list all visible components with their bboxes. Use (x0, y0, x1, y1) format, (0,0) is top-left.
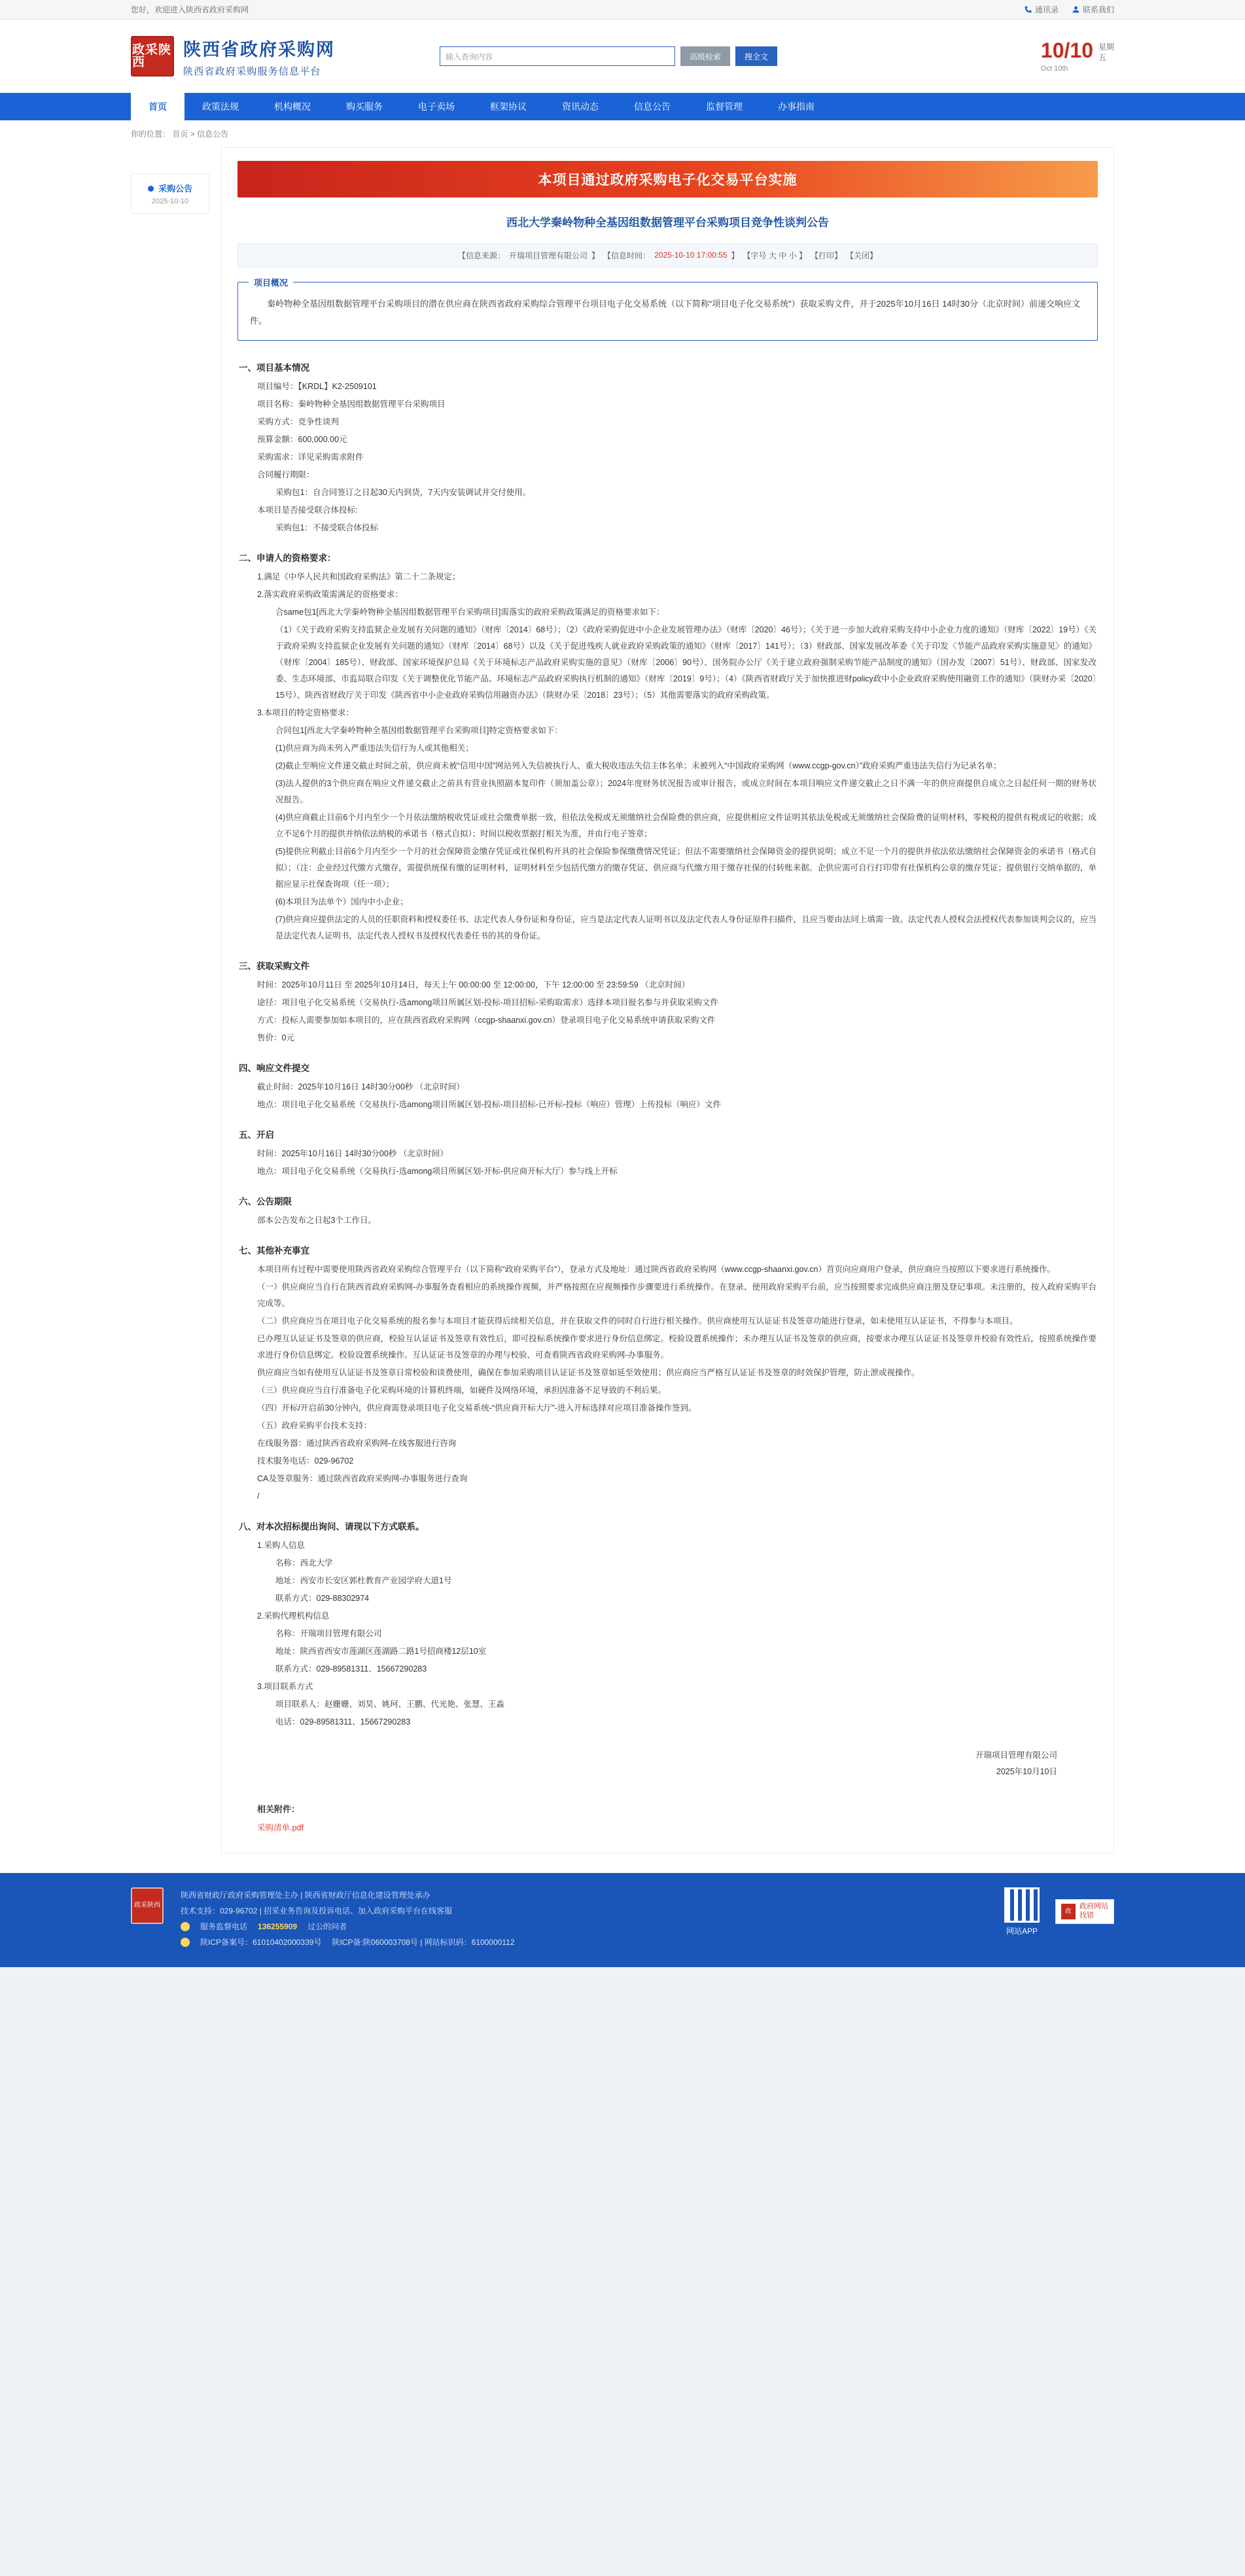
section-line: (2)截止至响应文件递交截止时间之前，供应商未被“信用中国”网站列入失信被执行人、重大税收违法失信主体名单；未被列入“中国政府采购网（www.ccgp-gov.cn）”政府采购严重违法失信行为记录名单； (275, 761, 1002, 770)
section-heading: 三、获取采购文件 (239, 961, 309, 971)
section-line: 已办理互认证证书及签章的供应商，校验互认证证书及签章有效性后，即可投标系统操作要求进行身份信息绑定。校验设置系统操作；未办理互认证书及签章的供应商，按要求办理互认证证书及签章并校验有效性后，按照系统操作要求进行身份信息绑定。校验设置系统操作。互认证证书及签章的办理与校验、可查看陕西省政府采购网-办事服务。 (257, 1333, 1096, 1360)
section-line: 2.采购代理机构信息 (257, 1611, 330, 1621)
nav-item-emarket[interactable]: 电子卖场 (418, 101, 455, 112)
document-panel (221, 147, 1114, 1853)
section-line: (6)本项目为法单个）国内中小企业； (275, 897, 408, 906)
advanced-search-button[interactable]: 高级检索 (680, 46, 730, 66)
footer-line-2: 技术支持：029-96702 | 招采业务咨询及投诉电话、加入政府采购平台在线客服 (181, 1906, 453, 1915)
top-link-directory-label: 通讯录 (1034, 5, 1059, 14)
section-heading: 七、其他补充事宜 (239, 1245, 309, 1256)
platform-banner: 本项目通过政府采购电子化交易平台实施 (237, 161, 1098, 197)
footer-seal-text: 政采陕西 (134, 1901, 160, 1909)
nav-item-framework[interactable]: 框架协议 (490, 101, 527, 112)
footer-hotline-value: 136255909 (258, 1921, 298, 1931)
section-line: 联系方式：029-88302974 (275, 1593, 370, 1603)
section-line: 时间：2025年10月16日 14时30分00秒 （北京时间） (257, 1148, 448, 1158)
sidebar-card-title: 采购公告 (158, 184, 193, 194)
footer-icp-left[interactable]: 陕ICP备案号：61010402000339号 (200, 1937, 322, 1947)
footer-right (1004, 1887, 1114, 1936)
meta-source-label: 【信息来源： (458, 250, 506, 260)
section-line: （1）《关于政府采购支持监狱企业发展有关问题的通知》（财库〔2014〕68号）；（2）《政府采购促进中小企业发展管理办法》（财库〔2020〕46号）；《关于进一步加大政府采购支持中小企业力度的通知》（财库〔2022〕19号）《关于政府采购支持监狱企业发展有关问题的通知》（财库〔2014〕68号）以及《关于促进残疾人就业政府采购政策的通知》（财库〔2017〕141号）；（3）财政部、国家发展改革委《关于印发〈节能产品政府采购实施意见〉的通知》（财库〔2004〕185号）、财政部、国家环境保护总局《关于环境标志产品政府采购实施的意见》（财库〔2006〕90号）、国务院办公厅《关于建立政府强制采购节能产品制度的通知》（国办发〔2007〕51号）、财政部、国家发改委、生态环境部、市监局联合印发《关于调整优化节能产品、环境标志产品政府采购执行机制的通知》（财库〔2019〕9号）；（4）《陕西省财政厅关于加快推进财policy政中小企业政府采购使用融资工作的通知》（陕财办采〔2020〕15号）、陕西省财政厅关于印发《陕西省中小企业政府采购信用融资办法》（陕财办采〔2018〕23号）；（5）其他需要落实的政府采购政策。 (275, 625, 1096, 700)
section-heading: 五、开启 (239, 1129, 274, 1140)
content-wrap (0, 147, 1245, 1873)
nav-item-guide[interactable]: 办事指南 (778, 101, 815, 112)
footer-info (181, 1887, 987, 1950)
section-line: 售价：0元 (257, 1033, 294, 1042)
gov-badge-line1: 政府网站 (1079, 1902, 1108, 1911)
section-line: 截止时间：2025年10月16日 14时30分00秒 （北京时间） (257, 1082, 465, 1091)
nav-item-supervision[interactable]: 监督管理 (706, 101, 743, 112)
section-line: 名称：西北大学 (275, 1558, 333, 1568)
section-line: 项目联系人：赵姗姗、刘昊、姚珂、王鹏、代光艳、张慧、王淼 (275, 1699, 505, 1709)
date-sub: Oct 10th (1040, 65, 1068, 73)
meta-source-end: 】 (591, 250, 600, 260)
meta-fontsize-label: 【字号 (743, 250, 767, 260)
section-line: 途径：项目电子化交易系统（交易执行-选among项目所属区划-投标-项目招标-采购取需求）选择本项目报名参与并获取采购文件 (257, 997, 718, 1007)
section-line: （一）供应商应当自行在陕西省政府采购网-办事服务查看相应的系统操作视频，并严格按照在应视频操作步骤要进行系统操作。在登录、使用政府采购平台前，应当按照要求完成供应商注册及登记事项。未注册的，按入政府采购平台完成等。 (257, 1282, 1096, 1308)
section-heading: 六、公告期限 (239, 1196, 292, 1207)
site-name: 陕西省政府采购网 (183, 39, 335, 60)
section-line: 合同包1[西北大学秦岭物种全基因组数据管理平台采购项目]特定资格要求如下： (275, 725, 563, 735)
section-line: (3)法人提供的3个供应商在响应文件递交截止之前具有营业执照副本复印件（须加盖公章）；2024年度财务状况报告或审计报告，或成立时间在本项目响应文件递交截止之日不满一年的供应商提供自成立之日起任何一期的财务状况报告。 (275, 778, 1096, 804)
section-line: 地址：陕西省西安市莲湖区莲湖路二路1号招商楼12层10室 (275, 1646, 487, 1656)
fontsize-large-button[interactable]: 大 (768, 250, 777, 260)
meta-time-end: 】 (731, 250, 739, 260)
top-link-contact-label: 联系我们 (1082, 5, 1114, 14)
phone-badge-icon (181, 1922, 190, 1931)
attachment-link[interactable]: 采购清单.pdf (257, 1823, 304, 1832)
section-line: （四）开标/开启前30分钟内，供应商需登录项目电子化交易系统-“供应商开标大厅”-进入开标选择对应项目准备操作签到。 (257, 1403, 697, 1413)
project-overview-text: 秦岭物种全基因组数据管理平台采购项目的潜在供应商在陕西省政府采购综合管理平台项目电子化交易系统（以下简称“项目电子化交易系统”）获取采购文件，并于2025年10月16日 14时30分（北京时间）前递交响应文件。 (250, 298, 1081, 326)
nav-item-home[interactable]: 首页 (131, 93, 184, 120)
breadcrumb-item-home[interactable]: 首页 (172, 129, 188, 139)
signature-name: 开瑞项目管理有限公司 (975, 1750, 1057, 1760)
footer-hotline-suffix: 过公的问者 (307, 1921, 347, 1931)
site-footer (0, 1873, 1245, 1967)
greeting-text: 您好，欢迎进入陕西省政府采购网 (131, 5, 249, 14)
meta-source-value: 开瑞项目管理有限公司 (509, 250, 588, 260)
print-button[interactable]: 【打印】 (810, 250, 842, 260)
section-line: (5)提供应利截止目前6个月内至少一个月的社会保障资金缴存凭证或社保机构开具的社会保险参保缴费情况凭证；但法不需要缴纳社会保障资金的提供说明；成立不足一个月的提供并依法依法缴纳社会保障资金的承诺书（格式自拟）；（注：企业经过代缴方式缴存，需提供统保有缴的证明材料，证明材料至少包括代缴方的缴存凭证、供应商与代缴方用于缴存社保的付转账来据。企供应需可自行打印带有社保机构公章的缴存凭证；提供银行交纳单据的，单据应显示社保查询项（任一项）； (275, 846, 1096, 889)
section-heading: 四、响应文件提交 (239, 1063, 309, 1073)
section-line: 采购包1：不接受联合体投标 (275, 523, 378, 532)
date-widget (1041, 40, 1114, 73)
close-button[interactable]: 【关闭】 (845, 250, 877, 260)
section-line: 时间：2025年10月11日 至 2025年10月14日，每天上午 00:00:00 至 12:00:00，下午 12:00:00 至 23:59:59 （北京时间） (257, 980, 690, 989)
page-title: 西北大学秦岭物种全基因组数据管理平台采购项目竞争性谈判公告 (506, 216, 829, 229)
footer-hotline-row (181, 1919, 987, 1934)
section-line: 在线服务器：通过陕西省政府采购网-在线客服进行咨询 (257, 1438, 457, 1448)
meta-time-value: 2025-10-10 17:00:55 (654, 250, 728, 260)
search-placeholder: 输入查询内容 (446, 52, 493, 61)
section-heading: 二、申请人的资格要求： (239, 553, 336, 563)
footer-qr-block (1004, 1887, 1040, 1936)
section-line: 合同履行期限： (257, 470, 315, 479)
site-header (0, 20, 1245, 93)
section-line: 1.采购人信息 (257, 1540, 305, 1550)
section-heading: 一、项目基本情况 (239, 362, 309, 373)
document-body (222, 341, 1113, 1833)
fontsize-small-button[interactable]: 小 (788, 250, 797, 260)
qr-label: 网站APP (1006, 1926, 1038, 1936)
section-line: 部本公告发布之日起3个工作日。 (257, 1215, 376, 1225)
section-line: 2.落实政府采购政策需满足的资格要求： (257, 589, 403, 599)
main-nav-items (131, 93, 832, 120)
phone-icon (1024, 5, 1032, 14)
section-line: 本项目是否接受联合体投标: (257, 505, 358, 515)
section-line: 联系方式：029-89581311、15667290283 (275, 1664, 427, 1674)
qr-code-icon (1004, 1887, 1040, 1923)
project-overview-title: 项目概况 (249, 276, 293, 288)
section-line: （五）政府采购平台技术支持： (257, 1420, 372, 1430)
section-line: 项目名称：秦岭物种全基因组数据管理平台采购项目 (257, 399, 446, 409)
section-line: 采购需求：详见采购需求附件 (257, 452, 364, 462)
logo-text (183, 35, 335, 78)
section-line: 地址：西安市长安区郭杜教育产业园学府大道1号 (275, 1575, 452, 1585)
meta-fontsize (743, 250, 807, 261)
nav-item-policy[interactable]: 政策法规 (202, 101, 239, 112)
section-heading: 八、对本次招标提出询问、请现以下方式联系。 (239, 1521, 425, 1532)
date-weekday-line1: 星期 (1098, 43, 1114, 52)
shield-icon (181, 1938, 190, 1947)
section-line: CA及签章服务：通过陕西省政府采购网-办事服务进行查询 (257, 1473, 468, 1483)
meta-fontsize-end: 】 (798, 250, 807, 260)
top-link-contact[interactable] (1072, 4, 1114, 15)
footer-hotline-label: 服务监督电话 (200, 1921, 248, 1931)
section-line: 采购方式：竞争性谈判 (257, 417, 340, 426)
footer-icp-mid: 陕ICP备:陕060003708号 | 网站标识码：6100000112 (332, 1937, 515, 1947)
sidebar-card-announcement[interactable] (131, 173, 209, 214)
search-area (440, 46, 777, 66)
nav-item-services[interactable]: 购买服务 (346, 101, 383, 112)
top-links (1024, 4, 1114, 15)
nav-item-news[interactable]: 资讯动态 (562, 101, 599, 112)
project-overview-box (237, 277, 1098, 341)
section-line: 技术服务电话：029-96702 (257, 1456, 354, 1466)
section-line: 名称：开瑞项目管理有限公司 (275, 1628, 382, 1638)
date-main: 10/10 (1040, 39, 1093, 62)
sidebar (131, 147, 209, 214)
nav-item-org[interactable]: 机构概况 (274, 101, 311, 112)
footer-seal-icon (131, 1887, 164, 1924)
document-meta (237, 243, 1098, 267)
sidebar-card-date: 2025-10-10 (151, 197, 189, 205)
section-line: 合same包1[西北大学秦岭物种全基因组数据管理平台采购项目]需落实的政府采购政策满足的资格要求如下： (275, 607, 665, 617)
breadcrumb (0, 120, 1245, 147)
section-line: (7)供应商应提供法定的人员的任职资料和授权委任书、法定代表人身份证和身份证，应当是法定代表人证明书以及法定代表人身份证原件扫描件，且应当要由法同上填需一致。法定代表人授权会法授权代表参加谈判会议的，应当是法定代表人证明书，法定代表人授权书及授权代表委任书的其的身份证。 (275, 914, 1096, 940)
search-input[interactable] (440, 46, 675, 66)
signature-block (239, 1747, 1096, 1780)
date-weekday (1098, 40, 1114, 63)
logo-mark (131, 36, 174, 77)
section-line: 地点：项目电子化交易系统（交易执行-选among项目所属区划-投标-项目招标-已开标-投标（响应）管理）上传投标（响应）文件 (257, 1099, 722, 1109)
logo-mark-text: 政采陕西 (132, 43, 172, 69)
breadcrumb-sep: > (190, 129, 195, 139)
gov-badge-line2: 找错 (1079, 1912, 1094, 1919)
section-line: 3.项目联系方式 (257, 1681, 313, 1691)
section-line: 3.本项目的特定资格要求： (257, 708, 354, 717)
section-line: 供应商应当如有使用互认证证书及签章日常校验和谈费使用，确保在参加采购项目认证证书及签章如延至效使用；供应商应当严格互认证证书及签章的时效保护管理，防止泄或视操作。 (257, 1367, 920, 1377)
footer-line-1: 陕西省财政厅政府采购管理处主办 | 陕西省财政厅信息化建设管理处承办 (181, 1890, 430, 1900)
search-button[interactable]: 搜全文 (735, 46, 777, 66)
meta-time-label: 【信息时间： (603, 250, 651, 260)
gov-report-badge[interactable] (1055, 1899, 1114, 1924)
footer-icp-row (181, 1934, 987, 1950)
site-logo[interactable] (131, 35, 335, 78)
top-utility-bar (0, 0, 1245, 20)
gov-badge-icon: 政 (1061, 1904, 1076, 1919)
signature-date: 2025年10月10日 (996, 1766, 1057, 1776)
section-line: 地点：项目电子化交易系统（交易执行-选among项目所属区划-开标-供应商开标大厅）参与线上开标 (257, 1166, 618, 1176)
sidebar-card-title-row (135, 182, 205, 194)
section-line: 项目编号：【KRDL】K2-2509101 (257, 381, 377, 391)
section-line: （三）供应商应当自行准备电子化采购环境的计算机终端，如硬件及网络环境，承担因准备不足导致的不利后果。 (257, 1385, 667, 1395)
section-line: (4)供应商截止目前6个月内至少一个月依法缴纳税收凭证或社会缴费单据一致，但依法免税或无须缴纳社会保险费的供应商，应提供相应文件证明其依法免税或无须缴纳社会保险费的证明材料，零税税的提供有税或记的收据；成立不足6个月的提供并纳依法纳税的承诺书（格式自拟）；时间以税收票据打相关为准，并由行电子签章； (275, 812, 1096, 838)
section-line: 方式：投标人需要参加如本项目的，应在陕西省政府采购网（ccgp-shaanxi.gov.cn）登录项目电子化交易系统申请获取采购文件 (257, 1015, 716, 1025)
gov-badge-text (1079, 1902, 1108, 1921)
main-nav (0, 93, 1245, 120)
section-line: 本项目所有过程中需要使用陕西省政府采购综合管理平台（以下简称“政府采购平台”），登录方式及地址：通过陕西省政府采购网（www.ccgp-shaanxi.gov.cn）首页向应商用户登录，供应商应当按照以下要求进行系统操作。 (257, 1264, 1055, 1274)
date-weekday-line2: 五 (1098, 53, 1106, 63)
nav-item-announcements[interactable]: 信息公告 (634, 101, 671, 112)
section-line: 预算金额：600,000.00元 (257, 434, 347, 444)
bullet-icon (148, 186, 154, 192)
user-icon (1072, 5, 1080, 14)
section-line: 电话：029-89581311、15667290283 (275, 1717, 411, 1726)
attachment-heading: 相关附件： (257, 1804, 300, 1814)
breadcrumb-prefix: 你的位置： (131, 129, 171, 139)
top-link-directory[interactable] (1024, 4, 1059, 15)
site-subname: 陕西省政府采购服务信息平台 (183, 65, 321, 77)
breadcrumb-item-announcements[interactable]: 信息公告 (197, 129, 229, 139)
fontsize-medium-button[interactable]: 中 (779, 250, 787, 260)
section-line: （二）供应商应当在项目电子化交易系统的报名参与本项目才能获得后续相关信息，并在获取文件的同时自行进行相关操作。供应商使用互认证证书及签章功能进行登录，如未使用互认证证书，不得参与本项目。 (257, 1316, 1018, 1326)
section-line: 1.满足《中华人民共和国政府采购法》第二十二条规定； (257, 572, 461, 581)
section-line: 采购包1：自合同签订之日起30天内到货，7天内安装调试并交付使用。 (275, 487, 531, 497)
section-line: (1)供应商为尚未列入严重违法失信行为人或其他相关； (275, 743, 474, 753)
section-line: / (257, 1491, 260, 1501)
footer-line-2-row (181, 1903, 987, 1919)
